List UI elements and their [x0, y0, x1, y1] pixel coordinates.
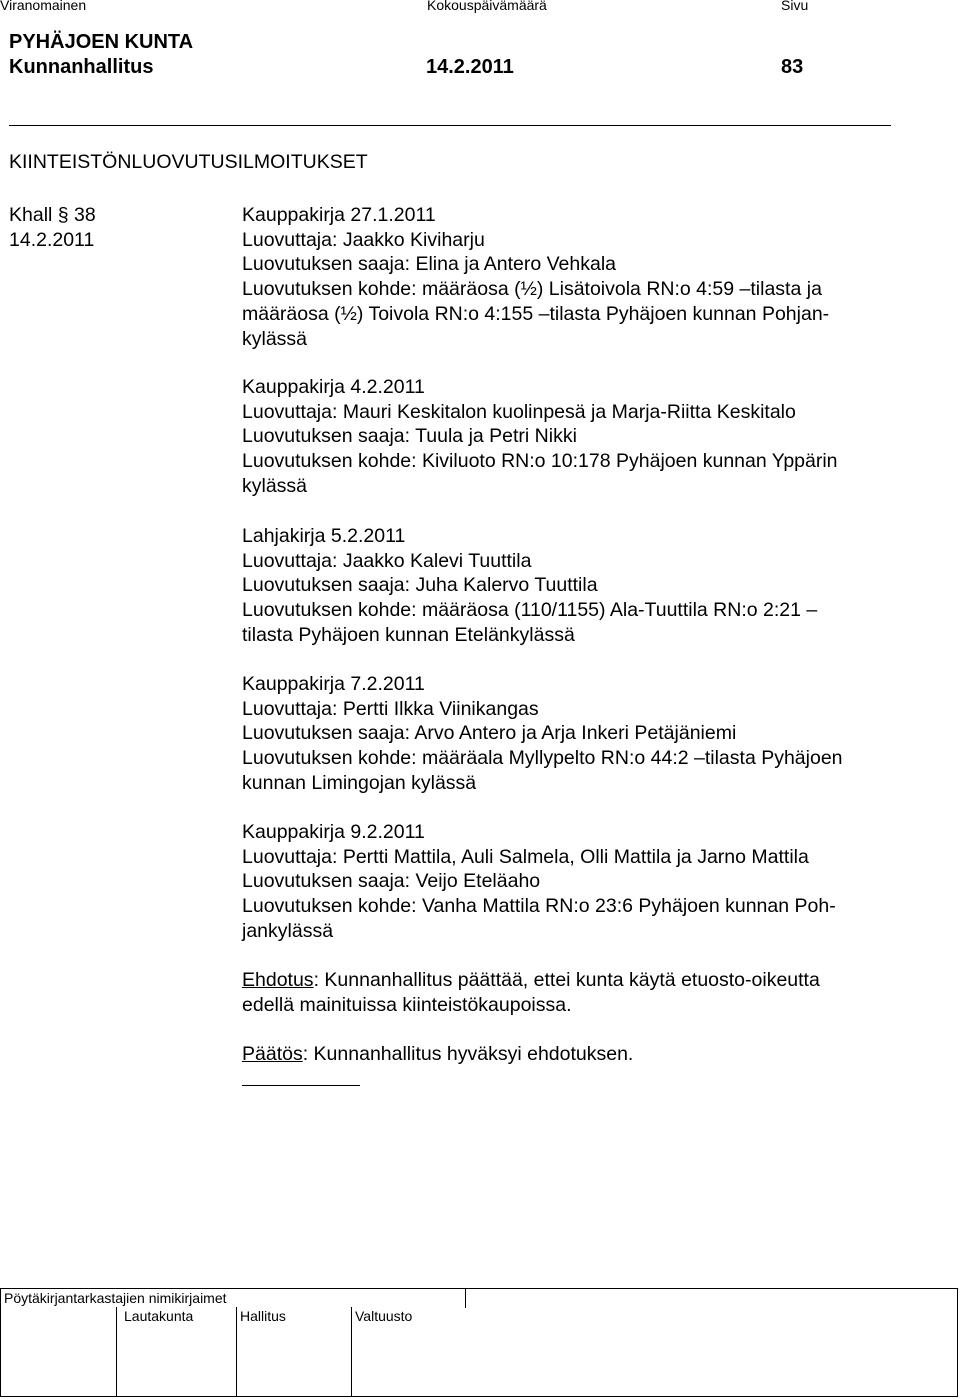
entry-line: tilasta Pyhäjoen kunnan Etelänkylässä — [242, 623, 575, 646]
entry-title: Lahjakirja 5.2.2011 — [242, 525, 406, 547]
footer-divider — [116, 1307, 117, 1397]
proposal — [242, 968, 820, 1017]
end-rule — [242, 1085, 360, 1086]
entry-2 — [242, 375, 838, 499]
proposal-text-cont: edellä mainituissa kiinteistökaupoissa. — [242, 993, 572, 1016]
item-reference: Khall § 38 — [9, 204, 96, 226]
entry-line: kylässä — [242, 474, 308, 497]
entry-line: Luovuttaja: Pertti Mattila, Auli Salmela, Olli Mattila ja Jarno Mattila — [242, 845, 809, 868]
item-date: 14.2.2011 — [9, 229, 95, 251]
authority-name: Kunnanhallitus — [9, 56, 154, 78]
entry-line: Luovutuksen saaja: Elina ja Antero Vehkala — [242, 253, 617, 276]
entry-line: jankylässä — [242, 919, 334, 942]
footer-title: Pöytäkirjantarkastajien nimikirjaimet — [4, 1290, 227, 1306]
entry-title: Kauppakirja 9.2.2011 — [242, 821, 425, 843]
footer-government-label: Hallitus — [240, 1308, 286, 1324]
decision-text: : Kunnanhallitus hyväksyi ehdotuksen. — [302, 1043, 634, 1065]
entry-line: Luovuttaja: Jaakko Kiviharju — [242, 228, 485, 251]
entry-line: kylässä — [242, 327, 308, 350]
entry-line: määräosa (½) Toivola RN:o 4:155 –tilasta Pyhäjoen kunnan Pohjan- — [242, 302, 830, 325]
header-date-label: Kokouspäivämäärä — [427, 0, 547, 13]
entry-3 — [242, 524, 817, 648]
entry-4 — [242, 672, 843, 796]
footer-divider — [236, 1307, 237, 1397]
entry-title: Kauppakirja 7.2.2011 — [242, 673, 425, 695]
entry-1 — [242, 203, 829, 351]
footer-board-label: Lautakunta — [124, 1308, 194, 1324]
footer-council-label: Valtuusto — [355, 1308, 413, 1324]
meeting-date: 14.2.2011 — [426, 56, 514, 78]
proposal-label: Ehdotus — [242, 969, 314, 991]
proposal-text: : Kunnanhallitus päättää, ettei kunta käytä etuosto-oikeutta — [313, 969, 820, 991]
entry-line: Luovutuksen saaja: Arvo Antero ja Arja Inkeri Petäjäniemi — [242, 722, 737, 745]
footer-divider — [351, 1307, 352, 1397]
entry-line: Luovutuksen saaja: Tuula ja Petri Nikki — [242, 425, 577, 448]
entry-title: Kauppakirja 27.1.2011 — [242, 204, 436, 226]
entry-line: Luovuttaja: Pertti Ilkka Viinikangas — [242, 697, 539, 720]
header-page-label: Sivu — [781, 0, 809, 13]
entry-line: Luovutuksen saaja: Juha Kalervo Tuuttila — [242, 574, 598, 597]
decision-label: Päätös — [242, 1043, 303, 1065]
decision — [242, 1042, 633, 1067]
entry-line: Luovutuksen kohde: Vanha Mattila RN:o 23:6 Pyhäjoen kunnan Poh- — [242, 895, 836, 918]
entry-line: kunnan Limingojan kylässä — [242, 771, 477, 794]
entry-line: Luovutuksen kohde: määräosa (110/1155) Ala-Tuuttila RN:o 2:21 – — [242, 599, 818, 622]
entry-line: Luovutuksen saaja: Veijo Eteläaho — [242, 870, 541, 893]
section-title: KIINTEISTÖNLUOVUTUSILMOITUKSET — [9, 151, 368, 173]
header-authority-label: Viranomainen — [0, 0, 87, 13]
entry-line: Luovuttaja: Mauri Keskitalon kuolinpesä ja Marja-Riitta Keskitalo — [242, 400, 796, 423]
entry-title: Kauppakirja 4.2.2011 — [242, 376, 425, 398]
entry-line: Luovutuksen kohde: määräosa (½) Lisätoivola RN:o 4:59 –tilasta ja — [242, 278, 822, 301]
entry-5 — [242, 820, 836, 944]
footer-divider — [465, 1288, 466, 1308]
entry-line: Luovutuksen kohde: Kiviluoto RN:o 10:178 Pyhäjoen kunnan Yppärin — [242, 450, 838, 473]
entry-line: Luovuttaja: Jaakko Kalevi Tuuttila — [242, 549, 532, 572]
header-rule — [9, 125, 891, 126]
page-number: 83 — [781, 56, 804, 78]
entry-line: Luovutuksen kohde: määräala Myllypelto RN:o 44:2 –tilasta Pyhäjoen — [242, 747, 843, 770]
organization-name: PYHÄJOEN KUNTA — [9, 31, 194, 53]
